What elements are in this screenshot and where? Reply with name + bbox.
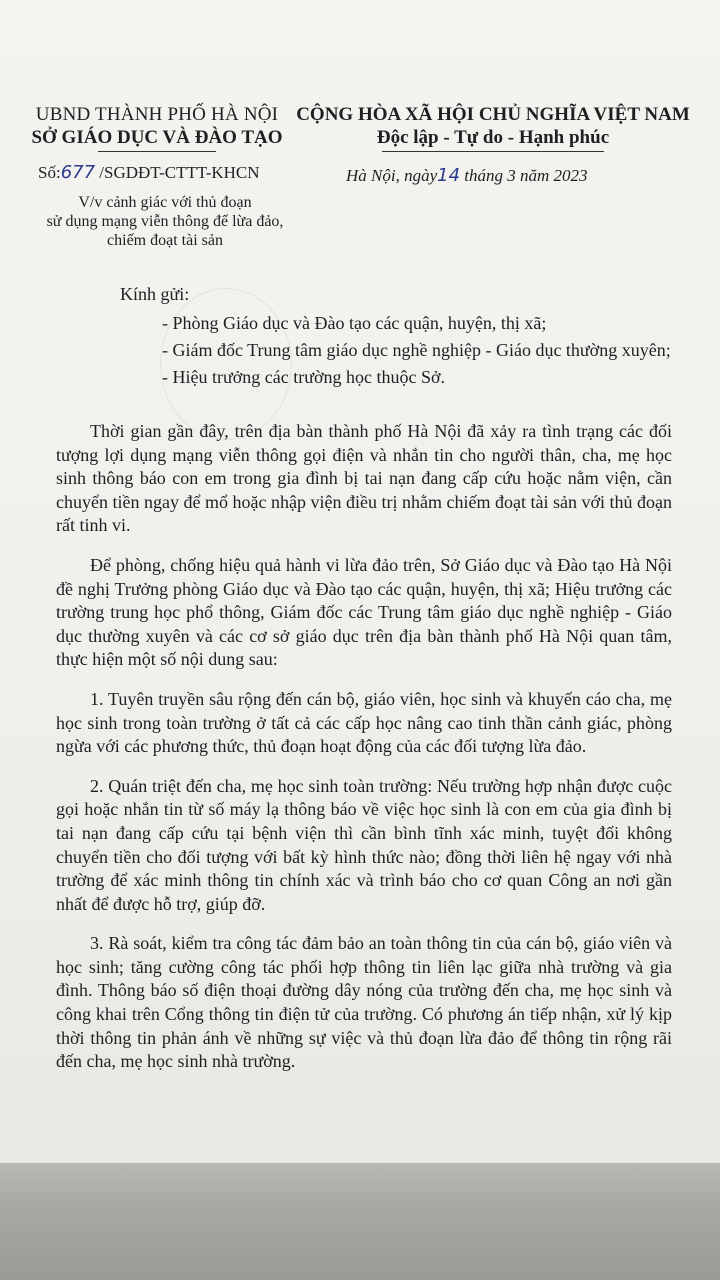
document-number xyxy=(38,162,260,183)
date-day-handwritten: 14 xyxy=(437,165,461,186)
national-motto: Độc lập - Tự do - Hạnh phúc xyxy=(376,127,610,148)
body-paragraph: 2. Quán triệt đến cha, mẹ học sinh toàn trường: Nếu trường hợp nhận được cuộc gọi hoặc nhắn tin từ số máy lạ thông báo về việc học sinh là con em của gia đình bị tai nạn đang cấp cứu tại bệnh viện thì cần bình tĩnh xác minh, tuyệt đối không chuyển tiền cho đối tượng với bất kỳ hình thức nào; đồng thời liên hệ ngay với nhà trường để xác minh thông tin chính xác và trình báo cho cơ quan Công an nơi gần nhất để được hỗ trợ, giúp đỡ. xyxy=(56,775,672,914)
recipient-list xyxy=(162,310,702,391)
body-paragraph: 1. Tuyên truyền sâu rộng đến cán bộ, giáo viên, học sinh và khuyến cáo cha, mẹ học sinh trong toàn trường ở tất cả các cấp học nâng cao tinh thần cảnh giác, phòng ngừa với các phương thức, thủ đoạn hoạt động của các đối tượng lừa đảo. xyxy=(56,688,672,757)
motto-underline xyxy=(382,151,604,152)
body-paragraph: Để phòng, chống hiệu quả hành vi lừa đảo trên, Sở Giáo dục và Đào tạo Hà Nội đề nghị Trưởng phòng Giáo dục và Đào tạo các quận, huyện, thị xã; Hiệu trưởng các trường trung học phổ thông, Giám đốc các Trung tâm giáo dục nghề nghiệp - Giáo dục thường xuyên và các cơ sở giáo dục trên địa bàn thành phố Hà Nội quan tâm, thực hiện một số nội dung sau: xyxy=(56,554,672,670)
recipient-item: - Giám đốc Trung tâm giáo dục nghề nghiệp - Giáo dục thường xuyên; xyxy=(162,340,671,360)
subject-block xyxy=(20,193,310,250)
republic-title: CỘNG HÒA XÃ HỘI CHỦ NGHĨA VIỆT NAM xyxy=(296,104,690,125)
body-paragraph: 3. Rà soát, kiểm tra công tác đảm bảo an toàn thông tin của cán bộ, giáo viên và học sinh; tăng cường công tác phối hợp thông tin liên lạc giữa nhà trường và gia đình. Thông báo số điện thoại đường dây nóng của trường đến cha, mẹ học sinh và công khai trên Cổng thông tin điện tử của trường. Có phương án tiếp nhận, xử lý kịp thời thông tin phản ánh về những sự việc và thủ đoạn lừa đảo để thông tin rộng rãi đến cha, mẹ học sinh nhà trường. xyxy=(56,933,672,1072)
body-paragraph: Thời gian gần đây, trên địa bàn thành phố Hà Nội đã xảy ra tình trạng các đối tượng lợi dụng mạng viễn thông gọi điện và nhắn tin cho người thân, cha, mẹ học sinh thông báo con em trong gia đình bị tai nạn đang cấp cứu hoặc nằm viện, cần chuyển tiền ngay để mổ hoặc nhập viện điều trị nhằm chiếm đoạt tài sản với thủ đoạn rất tinh vi. xyxy=(56,421,672,536)
recipient-item: - Hiệu trưởng các trường học thuộc Sở. xyxy=(162,367,445,387)
agency-name: SỞ GIÁO DỤC VÀ ĐÀO TẠO xyxy=(31,127,283,148)
document-body xyxy=(56,420,672,1090)
recipient-item: - Phòng Giáo dục và Đào tạo các quận, huyện, thị xã; xyxy=(162,313,547,333)
issuing-agency-block xyxy=(22,104,292,152)
national-title-block xyxy=(288,104,698,152)
doc-number-suffix: /SGDĐT-CTTT-KHCN xyxy=(99,163,260,182)
subject-line: chiếm đoạt tài sản xyxy=(107,232,223,249)
date-prefix: Hà Nội, ngày xyxy=(346,166,438,185)
agency-underline xyxy=(98,151,216,152)
subject-line: V/v cảnh giác với thủ đoạn xyxy=(78,194,252,211)
salutation: Kính gửi: xyxy=(120,284,190,304)
issue-date xyxy=(346,165,588,186)
date-suffix: tháng 3 năm 2023 xyxy=(464,166,588,185)
table-surface xyxy=(0,1163,720,1280)
doc-number-handwritten: 677 xyxy=(60,162,96,183)
agency-parent: UBND THÀNH PHỐ HÀ NỘI xyxy=(35,104,279,125)
doc-number-prefix: Số: xyxy=(38,163,61,182)
subject-line: sử dụng mạng viễn thông để lừa đảo, xyxy=(46,213,284,230)
